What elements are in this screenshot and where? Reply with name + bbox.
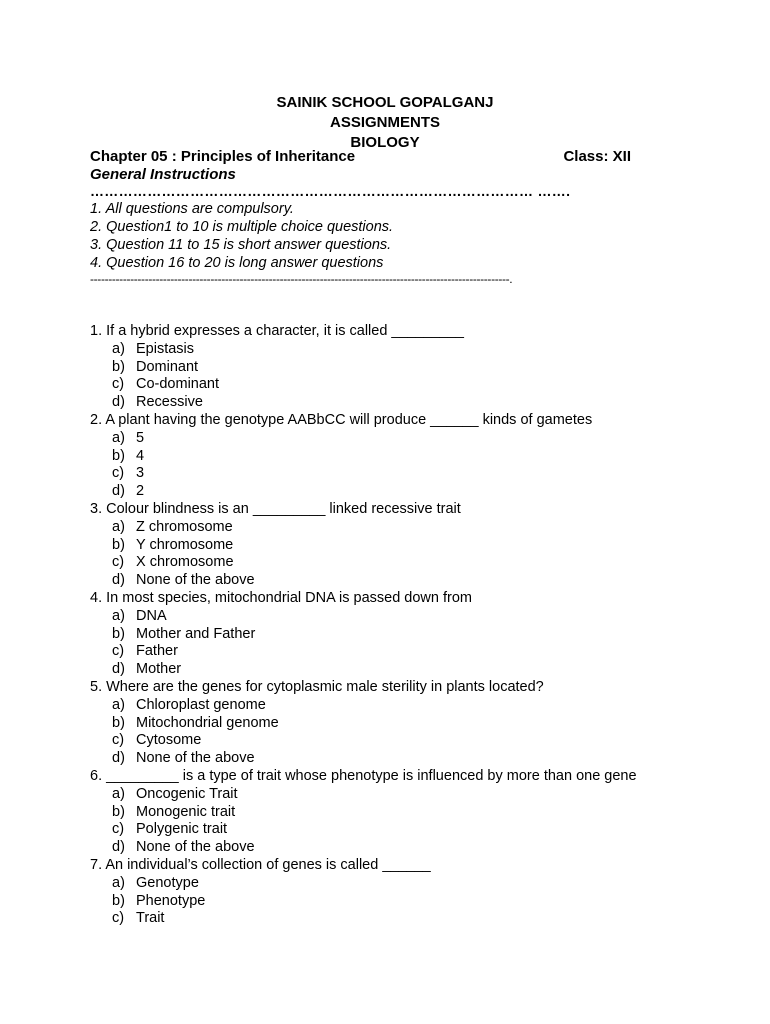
answer-option: [90, 697, 750, 715]
option-text: 4: [136, 447, 145, 464]
question-stem: 4. In most species, mitochondrial DNA is passed down from: [90, 589, 472, 606]
answer-option: [90, 376, 750, 394]
option-text: Phenotype: [136, 892, 206, 909]
answer-option: [90, 430, 750, 448]
answer-option: [90, 910, 750, 928]
option-text: None of the above: [136, 750, 255, 767]
option-letter: c): [112, 554, 125, 571]
instruction-item: 2. Question1 to 10 is multiple choice questions.: [90, 219, 394, 235]
answer-option: [90, 875, 750, 893]
option-text: 3: [136, 465, 145, 482]
answer-option: [90, 519, 750, 537]
question-stem: 6. _________ is a type of trait whose phenotype is influenced by more than one gene: [90, 767, 637, 784]
answer-option: [90, 786, 750, 804]
answer-option: [90, 359, 750, 377]
question-stem: 7. An individual’s collection of genes is called ______: [90, 856, 431, 873]
dashed-separator: -------------------------------------------------------------------------------------------------------------------.: [90, 272, 513, 286]
option-letter: a): [112, 874, 125, 891]
option-letter: d): [112, 483, 125, 500]
chapter-row: [90, 147, 631, 166]
option-text: Mother and Father: [136, 625, 256, 642]
option-text: Genotype: [136, 874, 199, 891]
option-text: Dominant: [136, 358, 199, 375]
question-list: [90, 323, 750, 928]
instruction-item: 1. All questions are compulsory.: [90, 201, 294, 217]
question-stem: 2. A plant having the genotype AABbCC will produce ______ kinds of gametes: [90, 411, 593, 428]
option-text: 2: [136, 483, 145, 500]
answer-option: [90, 572, 750, 590]
option-letter: b): [112, 447, 125, 464]
option-text: DNA: [136, 607, 167, 624]
question-block: [90, 590, 750, 679]
question-stem: 5. Where are the genes for cytoplasmic male sterility in plants located?: [90, 678, 544, 695]
option-text: 5: [136, 429, 145, 446]
option-text: Oncogenic Trait: [136, 785, 238, 802]
option-letter: c): [112, 376, 125, 393]
question-stem: 1. If a hybrid expresses a character, it is called _________: [90, 323, 464, 339]
class-label: Class: XII: [563, 148, 631, 165]
option-text: Monogenic trait: [136, 803, 236, 820]
answer-option: [90, 554, 750, 572]
option-text: Z chromosome: [136, 518, 233, 535]
answer-option: [90, 448, 750, 466]
option-letter: b): [112, 358, 125, 375]
option-text: X chromosome: [136, 554, 234, 571]
option-letter: a): [112, 785, 125, 802]
answer-option: [90, 608, 750, 626]
option-text: Epistasis: [136, 340, 195, 357]
option-letter: a): [112, 607, 125, 624]
option-letter: d): [112, 572, 125, 589]
answer-option: [90, 394, 750, 412]
school-name: SAINIK SCHOOL GOPALGANJ: [276, 94, 494, 111]
option-text: Co-dominant: [136, 376, 220, 393]
option-letter: d): [112, 839, 125, 856]
document-type: ASSIGNMENTS: [329, 114, 440, 131]
option-letter: b): [112, 714, 125, 731]
answer-option: [90, 893, 750, 911]
chapter-title: Chapter 05 : Principles of Inheritance: [90, 148, 356, 165]
question-stem: 3. Colour blindness is an _________ linked recessive trait: [90, 500, 461, 517]
option-text: None of the above: [136, 572, 255, 589]
option-text: Father: [136, 643, 178, 660]
instruction-item: 4. Question 16 to 20 is long answer questions: [90, 255, 384, 271]
question-block: [90, 768, 750, 857]
option-letter: d): [112, 661, 125, 678]
answer-option: [90, 483, 750, 501]
general-instructions-title: General Instructions: [90, 166, 236, 183]
option-letter: c): [112, 465, 125, 482]
option-text: Mitochondrial genome: [136, 714, 279, 731]
option-text: Cytosome: [136, 732, 202, 749]
answer-option: [90, 750, 750, 768]
question-block: [90, 323, 750, 412]
answer-option: [90, 537, 750, 555]
option-letter: c): [112, 643, 125, 660]
option-letter: b): [112, 536, 125, 553]
answer-option: [90, 821, 750, 839]
answer-option: [90, 661, 750, 679]
question-block: [90, 857, 750, 928]
answer-option: [90, 643, 750, 661]
subject-title: BIOLOGY: [350, 134, 420, 151]
option-text: Polygenic trait: [136, 821, 228, 838]
option-letter: a): [112, 696, 125, 713]
option-letter: b): [112, 625, 125, 642]
option-letter: a): [112, 429, 125, 446]
option-letter: d): [112, 394, 125, 411]
option-text: Chloroplast genome: [136, 696, 266, 713]
answer-option: [90, 626, 750, 644]
option-letter: c): [112, 910, 125, 927]
option-letter: c): [112, 732, 125, 749]
answer-option: [90, 804, 750, 822]
dotted-separator: ………………………………………………………………………………… …….: [90, 183, 571, 199]
option-letter: a): [112, 518, 125, 535]
document-header: [0, 93, 770, 153]
option-letter: c): [112, 821, 125, 838]
option-letter: b): [112, 892, 125, 909]
option-letter: b): [112, 803, 125, 820]
question-block: [90, 412, 750, 501]
answer-option: [90, 341, 750, 359]
answer-option: [90, 465, 750, 483]
option-letter: a): [112, 340, 125, 357]
answer-option: [90, 732, 750, 750]
question-block: [90, 501, 750, 590]
answer-option: [90, 839, 750, 857]
option-text: Recessive: [136, 394, 203, 411]
option-text: Y chromosome: [136, 536, 234, 553]
question-block: [90, 679, 750, 768]
answer-option: [90, 715, 750, 733]
option-letter: d): [112, 750, 125, 767]
option-text: Mother: [136, 661, 182, 678]
option-text: Trait: [136, 910, 165, 927]
instruction-item: 3. Question 11 to 15 is short answer questions.: [90, 237, 392, 253]
option-text: None of the above: [136, 839, 255, 856]
